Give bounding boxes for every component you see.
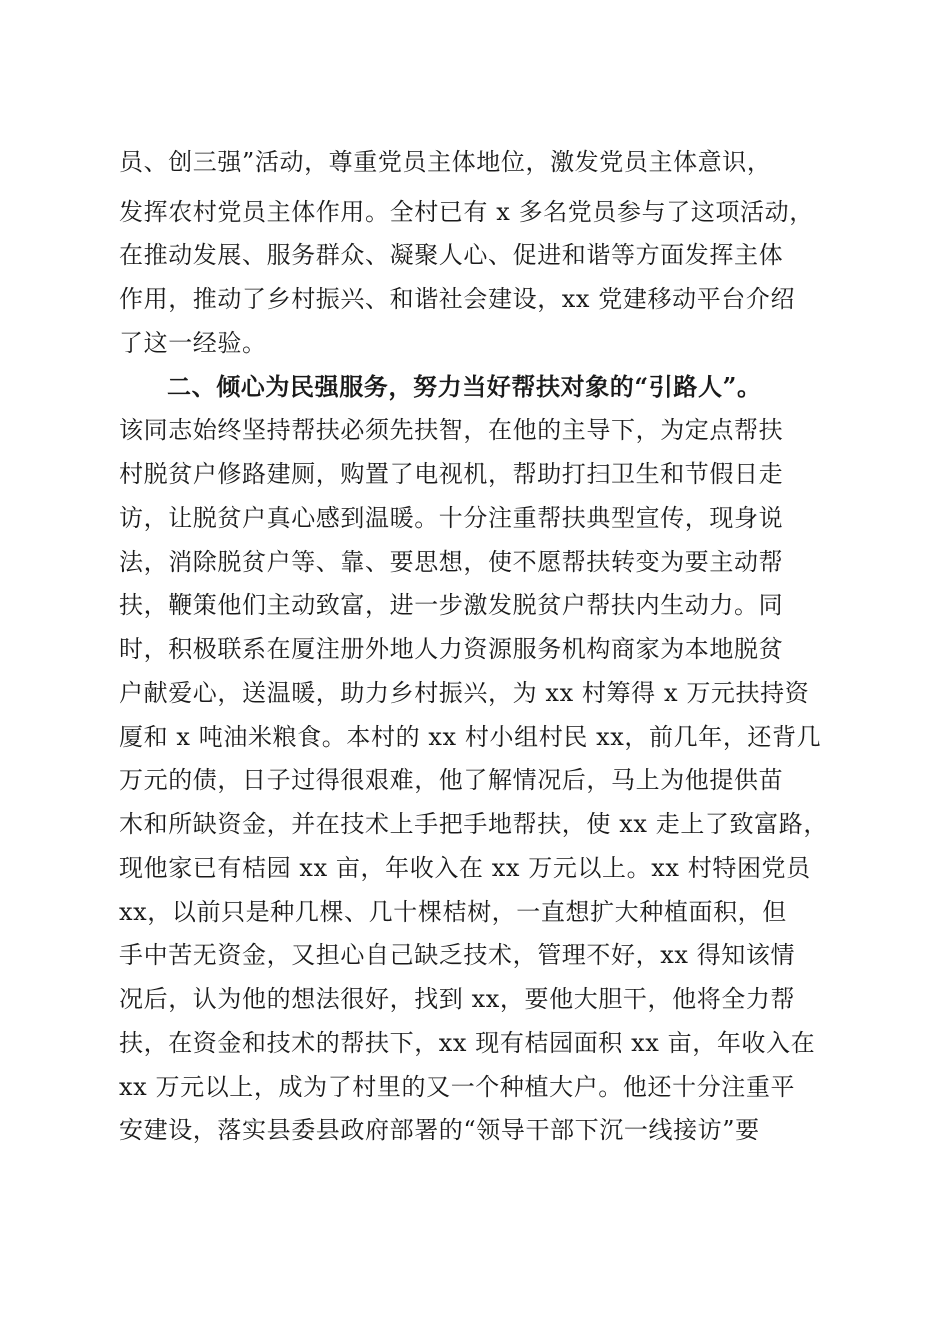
paragraph-line: 户献爱心，送温暖，助力乡村振兴，为 xx 村筹得 x 万元扶持资 [119, 679, 810, 707]
paragraph-line: 该同志始终坚持帮扶必须先扶智，在他的主导下，为定点帮扶 [119, 416, 784, 444]
paragraph-line: 扶，鞭策他们主动致富，进一步激发脱贫户帮扶内生动力。同 [119, 591, 784, 619]
paragraph-line: 万元的债，日子过得很艰难，他了解情况后，马上为他提供苗 [119, 766, 784, 794]
paragraph-line: 了这一经验。 [119, 329, 267, 357]
paragraph-line: 在推动发展、服务群众、凝聚人心、促进和谐等方面发挥主体 [119, 241, 784, 269]
paragraph-line: 员、创三强”活动，尊重党员主体地位，激发党员主体意识， [119, 148, 772, 176]
paragraph-line: 现他家已有桔园 xx 亩，年收入在 xx 万元以上。xx 村特困党员 [119, 854, 811, 882]
paragraph-line: 厦和 x 吨油米粮食。本村的 xx 村小组村民 xx，前几年，还背几 [119, 723, 822, 751]
paragraph-line: 安建设，落实县委县政府部署的“领导干部下沉一线接访”要 [119, 1116, 760, 1144]
paragraph-line: 时，积极联系在厦注册外地人力资源服务机构商家为本地脱贫 [119, 635, 784, 663]
paragraph-line: 法，消除脱贫户等、靠、要思想，使不愿帮扶转变为要主动帮 [119, 548, 784, 576]
paragraph-line: 手中苦无资金，又担心自己缺乏技术，管理不好，xx 得知该情 [119, 941, 796, 969]
paragraph-line: 木和所缺资金，并在技术上手把手地帮扶，使 xx 走上了致富路， [119, 810, 828, 838]
paragraph-line: 况后，认为他的想法很好，找到 xx，要他大胆干，他将全力帮 [119, 985, 796, 1013]
paragraph-line: 发挥农村党员主体作用。全村已有 x 多名党员参与了这项活动， [119, 198, 814, 226]
paragraph-line: xx，以前只是种几棵、几十棵桔树，一直想扩大种植面积，但 [119, 898, 787, 926]
paragraph-line: 作用，推动了乡村振兴、和谐社会建设，xx 党建移动平台介绍 [119, 285, 796, 313]
paragraph-line: 村脱贫户修路建厕，购置了电视机，帮助打扫卫生和节假日走 [119, 460, 784, 488]
paragraph-line: xx 万元以上，成为了村里的又一个种植大户。他还十分注重平 [119, 1073, 796, 1101]
section-heading: 二、倾心为民强服务，努力当好帮扶对象的“引路人”。 [167, 372, 762, 401]
paragraph-line: 扶，在资金和技术的帮扶下，xx 现有桔园面积 xx 亩，年收入在 [119, 1029, 816, 1057]
paragraph-line: 访，让脱贫户真心感到温暖。十分注重帮扶典型宣传，现身说 [119, 504, 784, 532]
